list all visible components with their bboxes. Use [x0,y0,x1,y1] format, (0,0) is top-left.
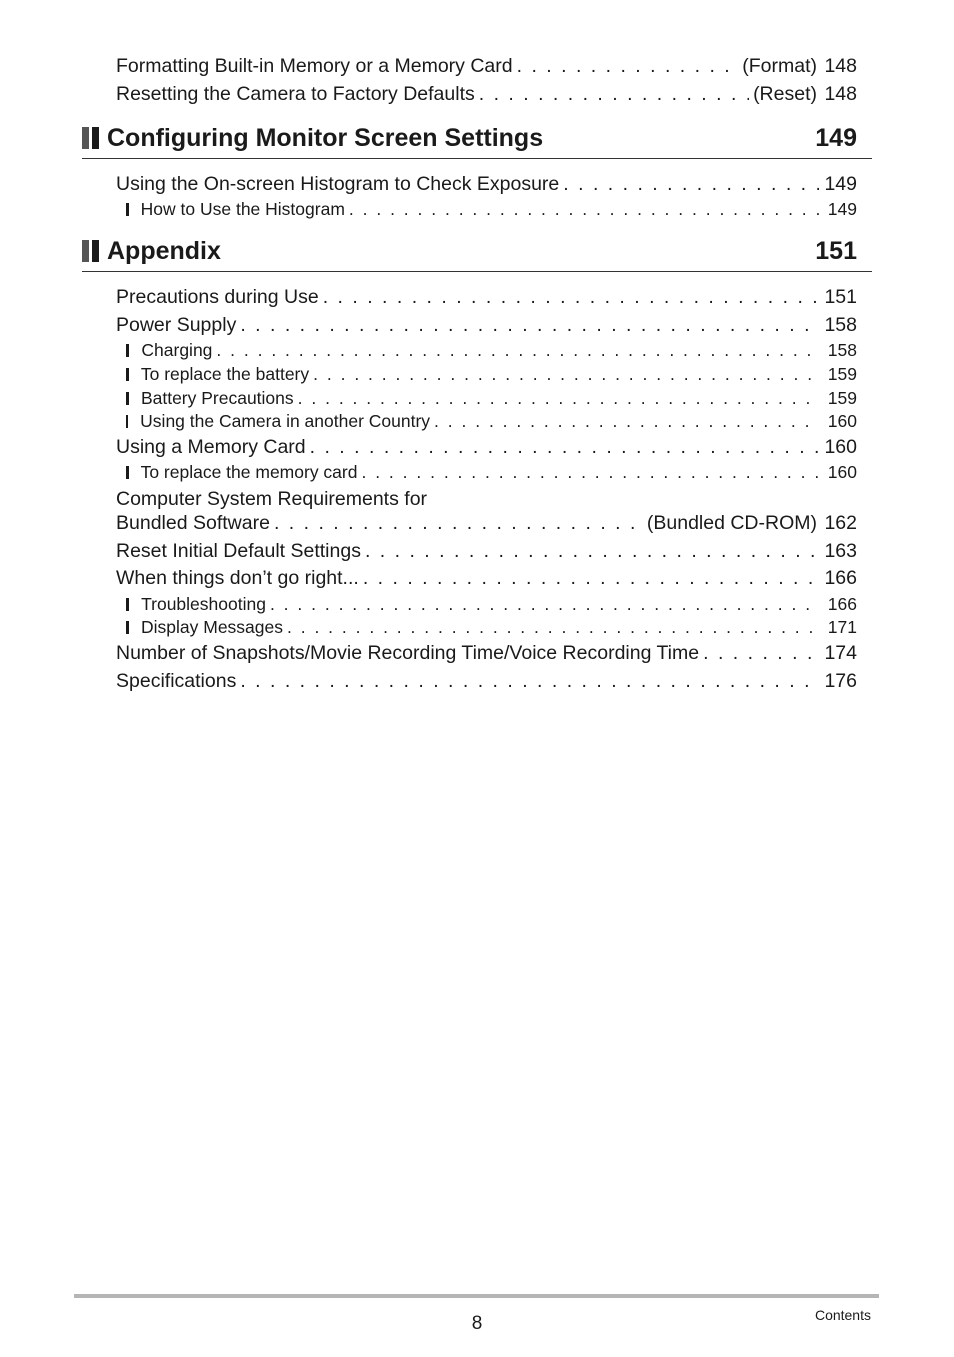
toc-entry-label: Resetting the Camera to Factory Defaults [116,83,475,105]
page-number: 8 [471,1313,483,1334]
toc-entry-page: 160 [827,411,857,431]
toc-entry-line1[interactable]: Computer System Requirements for [116,488,428,510]
section-title: Configuring Monitor Screen Settings [107,123,544,152]
section-page: 151 [815,236,857,265]
leader-dots [323,285,819,309]
leader-dots [517,54,739,78]
leader-dots [349,198,819,220]
leader-dots [313,363,819,385]
leader-dots [434,410,819,432]
section-marker-icon [82,127,99,149]
toc-entry-page: 148 [824,83,857,105]
toc-entry-page: 151 [824,286,857,308]
toc-subentry[interactable] [126,387,857,409]
section-title: Appendix [107,236,221,265]
leader-dots [270,593,819,615]
toc-entry-page: 149 [827,199,857,219]
toc-entry-suffix: (Bundled CD-ROM) [646,512,817,534]
toc-subentry[interactable] [126,593,857,615]
leader-dots [310,435,819,459]
toc-entry[interactable] [116,641,857,665]
toc-entry[interactable] [116,285,857,309]
leader-dots [216,339,819,361]
toc-entry-label: Power Supply [116,314,237,336]
toc-entry-label: Using the On-screen Histogram to Check Exposure [116,173,560,195]
toc-entry[interactable] [116,511,857,535]
toc-entry-page: 159 [827,364,857,384]
toc-entry-page: 166 [827,594,857,614]
toc-entry-page: 166 [824,567,857,589]
toc-entry-suffix: (Format) [742,55,817,77]
leader-dots [240,313,819,337]
toc-entry-page: 174 [824,642,857,664]
section-marker-icon [82,240,99,262]
bullet-icon [126,466,129,479]
toc-entry-label: Number of Snapshots/Movie Recording Time/Voice Recording Time [116,642,700,664]
toc-entry-page: 163 [824,540,857,562]
toc-entry-page: 160 [824,436,857,458]
bullet-icon [126,392,129,405]
toc-entry-label: Using a Memory Card [116,436,306,458]
leader-dots [363,566,819,590]
toc-entry-page: 149 [824,173,857,195]
toc-entry[interactable] [116,54,857,78]
leader-dots [287,616,819,638]
toc-entry-label: Battery Precautions [140,388,294,408]
toc-subentry[interactable] [126,363,857,385]
bullet-icon [126,598,129,611]
toc-entry[interactable] [116,313,857,337]
leader-dots [298,387,819,409]
toc-entry-label: Precautions during Use [116,286,319,308]
toc-entry-label: Bundled Software [116,512,270,534]
toc-entry-page: 159 [827,388,857,408]
toc-entry-page: 158 [827,340,857,360]
leader-dots [365,539,819,563]
leader-dots [274,511,643,535]
toc-subentry[interactable] [126,461,857,483]
bullet-icon [126,368,129,381]
toc-entry-page: 176 [824,670,857,692]
toc-subentry[interactable] [126,339,857,361]
toc-entry-page: 160 [827,462,857,482]
toc-entry-label: Using the Camera in another Country [140,411,431,431]
toc-entry-page: 162 [824,512,857,534]
toc-entry[interactable] [116,669,857,693]
bullet-icon [126,344,129,357]
section-heading-monitor[interactable] [82,118,872,159]
section-page: 149 [815,123,857,152]
toc-entry-page: 171 [827,617,857,637]
toc-subentry[interactable] [126,616,857,638]
bullet-icon [126,621,129,634]
toc-entry-label: Troubleshooting [141,594,266,614]
toc-entry-page: 148 [824,55,857,77]
toc-entry-label: How to Use the Histogram [140,199,345,219]
leader-dots [703,641,819,665]
toc-entry-label: Reset Initial Default Settings [116,540,361,562]
toc-entry-page: 158 [824,314,857,336]
leader-dots [240,669,819,693]
section-heading-appendix[interactable] [82,231,872,272]
toc-entry-label: Specifications [116,670,237,692]
toc-entry[interactable] [116,82,857,106]
toc-entry-label: To replace the battery [140,364,310,384]
leader-dots [479,82,749,106]
bullet-icon [126,203,129,216]
toc-entry-label: Charging [141,340,213,360]
toc-subentry[interactable] [126,198,857,220]
leader-dots [563,172,819,196]
bullet-icon [126,415,128,428]
toc-entry-label: Formatting Built-in Memory or a Memory Card [116,55,513,77]
toc-entry[interactable] [116,435,857,459]
toc-entry-label: Display Messages [141,617,283,637]
toc-entry[interactable] [116,172,857,196]
toc-entry[interactable] [116,566,857,590]
footer-divider [74,1294,879,1298]
toc-entry-suffix: (Reset) [753,83,817,105]
toc-entry-label: When things don’t go right... [116,567,359,589]
leader-dots [361,461,819,483]
toc-entry-label: To replace the memory card [140,462,358,482]
toc-entry[interactable] [116,539,857,563]
toc-subentry[interactable] [126,410,857,432]
footer-section-label[interactable]: Contents [814,1307,871,1323]
